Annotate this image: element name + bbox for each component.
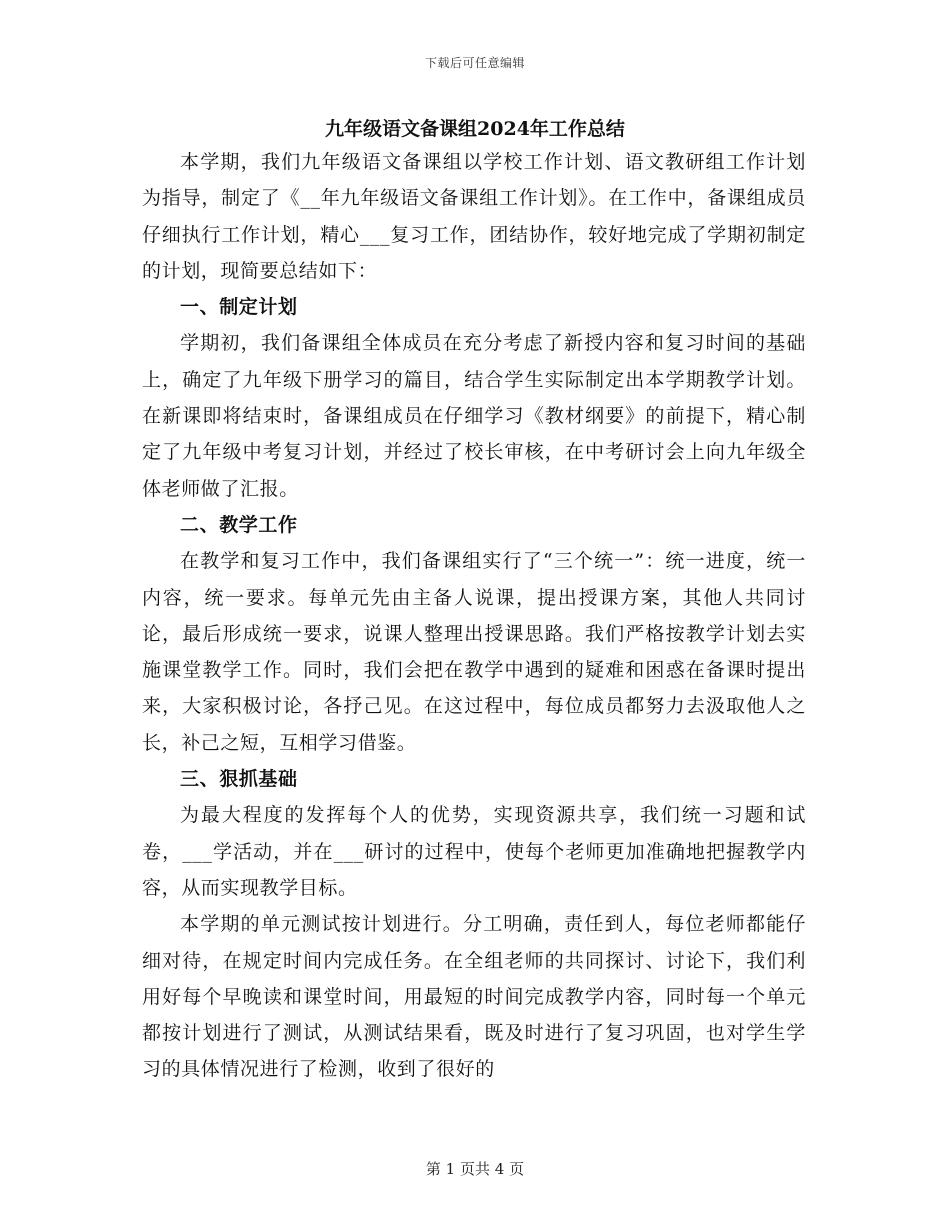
section-heading-plan: 一、制定计划	[180, 296, 298, 319]
intro-paragraph: 本学期，我们九年级语文备课组以学校工作计划、语文教研组工作计划为指导，制定了《__年九年级语文备课组工作计划》。在工作中，备课组成员仔细执行工作计划，精心___复习工作，团结协作，较好地完成了学期初制定的计划，现简要总结如下：	[142, 151, 806, 282]
section-teaching-paragraph: 在教学和复习工作中，我们备课组实行了“三个统一”：统一进度，统一内容，统一要求。每单元先由主备人说课，提出授课方案，其他人共同讨论，最后形成统一要求，说课人整理出授课思路。我们严格按教学计划去实施课堂教学工作。同时，我们会把在教学中遇到的疑难和困惑在备课时提出来，大家积极讨论，各抒己见。在这过程中，每位成员都努力去汲取他人之长，补己之短，互相学习借鉴。	[142, 550, 806, 754]
header-note: 下载后可任意编辑	[424, 56, 525, 70]
section-heading-teaching: 二、教学工作	[180, 513, 298, 536]
section-basics-paragraph-1: 为最大程度的发挥每个人的优势，实现资源共享，我们统一习题和试卷，___学活动，并在___研讨的过程中，使每个老师更加准确地把握教学内容，从而实现教学目标。	[142, 804, 806, 899]
section-heading-basics: 三、狠抓基础	[180, 768, 298, 791]
section-plan-paragraph: 学期初，我们备课组全体成员在充分考虑了新授内容和复习时间的基础上，确定了九年级下册学习的篇目，结合学生实际制定出本学期教学计划。在新课即将结束时，备课组成员在仔细学习《教材纲要》的前提下，精心制定了九年级中考复习计划，并经过了校长审核，在中考研讨会上向九年级全体老师做了汇报。	[142, 332, 806, 500]
document-title: 九年级语文备课组2024年工作总结	[325, 118, 625, 140]
page-number: 第 1 页共 4 页	[425, 1160, 525, 1178]
section-basics-paragraph-2: 本学期的单元测试按计划进行。分工明确，责任到人，每位老师都能仔细对待，在规定时间内完成任务。在全组老师的共同探讨、讨论下，我们利用好每个早晚读和课堂时间，用最短的时间完成教学内容，同时每一个单元都按计划进行了测试，从测试结果看，既及时进行了复习巩固，也对学生学习的具体情况进行了检测，收到了很好的	[142, 913, 806, 1081]
document-body	[142, 144, 806, 1088]
